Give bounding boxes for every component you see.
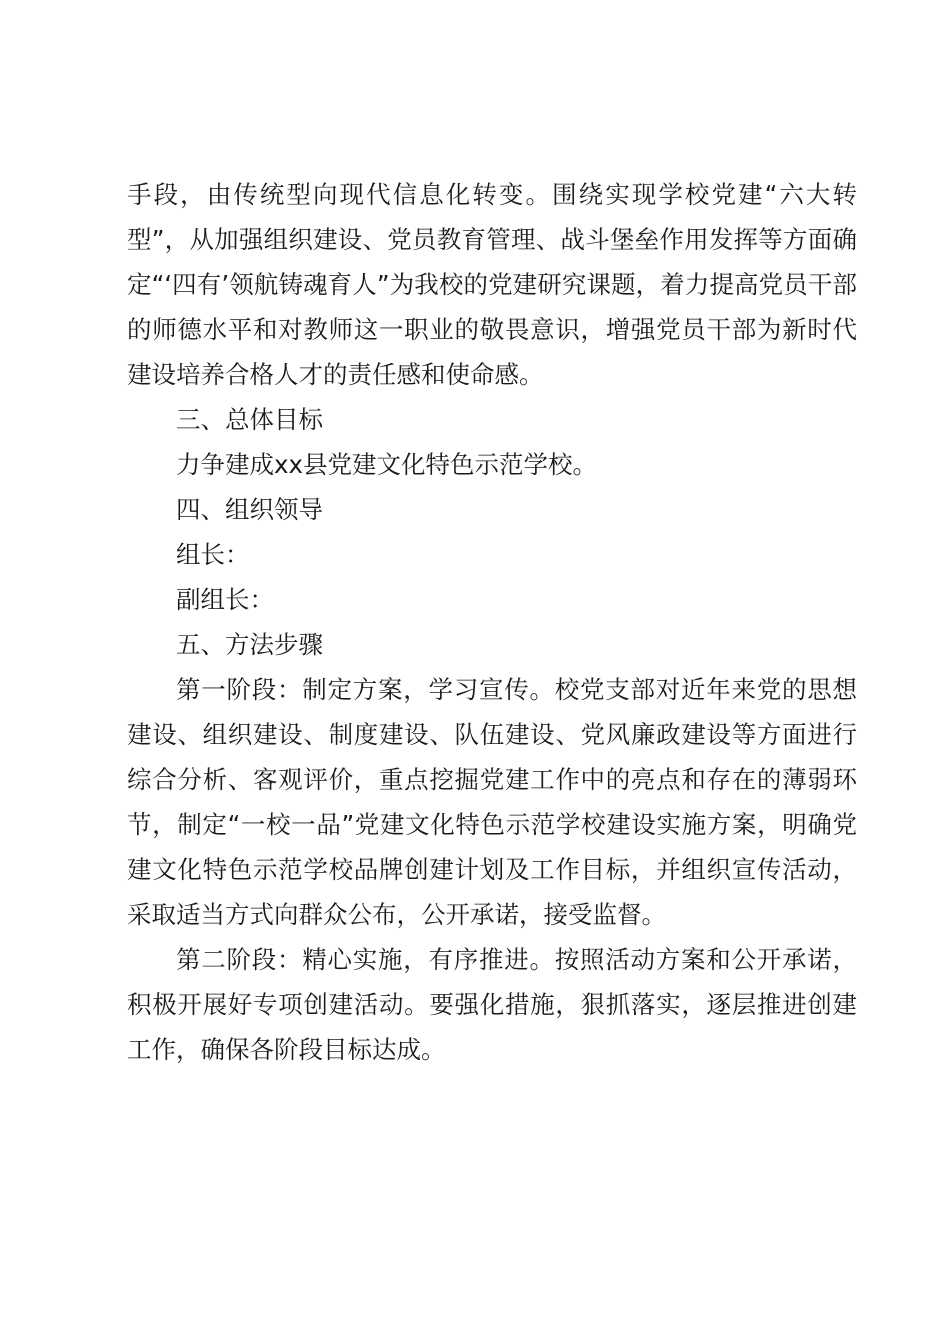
heading-methods-steps: 五、方法步骤 <box>176 630 323 659</box>
paragraph-stage-one: 第一阶段：制定方案，学习宣传。校党支部对近年来党的思想建设、组织建设、制度建设、队伍建设、党风廉政建设等方面进行综合分析、客观评价，重点挖掘党建工作中的亮点和存在的薄弱环节，制定“一校一品”党建文化特色示范学校建设实施方案，明确党建文化特色示范学校品牌创建计划及工作目标，并组织宣传活动，采取适当方式向群众公布，公开承诺，接受监督。 <box>127 675 857 929</box>
heading-organization-leadership: 四、组织领导 <box>176 495 323 524</box>
field-group-leader: 组长： <box>176 540 250 569</box>
document-body <box>127 172 857 1072</box>
paragraph-continued-text: 手段，由传统型向现代信息化转变。围绕实现学校党建“六大转型”，从加强组织建设、党员教育管理、战斗堡垒作用发挥等方面确定“‘四有’领航铸魂育人”为我校的党建研究课题，着力提高党员干部的师德水平和对教师这一职业的敬畏意识，增强党员干部为新时代建设培养合格人才的责任感和使命感。 <box>127 180 857 389</box>
field-deputy-group-leader: 副组长： <box>176 585 274 614</box>
paragraph-goal-statement: 力争建成xx县党建文化特色示范学校。 <box>176 450 597 479</box>
heading-overall-goal: 三、总体目标 <box>176 405 323 434</box>
paragraph-stage-two: 第二阶段：精心实施，有序推进。按照活动方案和公开承诺，积极开展好专项创建活动。要强化措施，狠抓落实，逐层推进创建工作，确保各阶段目标达成。 <box>127 945 857 1064</box>
